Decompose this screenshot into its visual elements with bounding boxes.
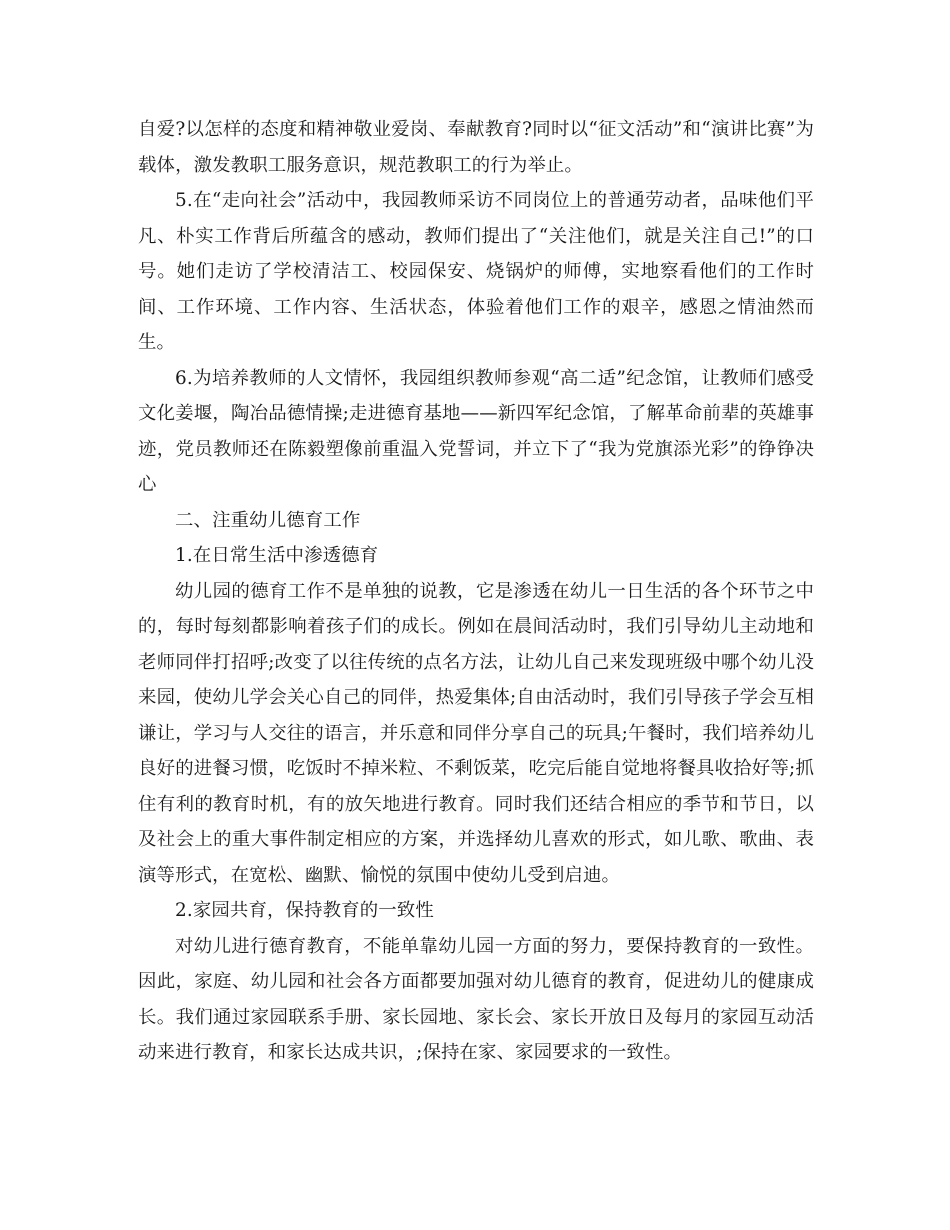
section-heading-2: 二、注重幼儿德育工作 bbox=[175, 509, 361, 531]
paragraph-item-5: 5.在“走向社会”活动中，我园教师采访不同岗位上的普通劳动者，品味他们平凡、朴实工作背后所蕴含的感动，教师们提出了“关注他们，就是关注自己!”的口号。她们走访了学校清洁工、校园保安、烧锅炉的师傅，实地察看他们的工作时间、工作环境、工作内容、生活状态，体验着他们工作的艰辛，感恩之情油然而生。 bbox=[138, 190, 814, 353]
paragraph-home-school: 对幼儿进行德育教育，不能单靠幼儿园一方面的努力，要保持教育的一致性。因此，家庭、幼儿园和社会各方面都要加强对幼儿德育的教育，促进幼儿的健康成长。我们通过家园联系手册、家长园地、家长会、家长开放日及每月的家园互动活动来进行教育，和家长达成共识，;保持在家、家园要求的一致性。 bbox=[138, 935, 814, 1063]
paragraph-daily-life: 幼儿园的德育工作不是单独的说教，它是渗透在幼儿一日生活的各个环节之中的，每时每刻都影响着孩子们的成长。例如在晨间活动时，我们引导幼儿主动地和老师同伴打招呼;改变了以往传统的点名方法，让幼儿自己来发现班级中哪个幼儿没来园，使幼儿学会关心自己的同伴，热爱集体;自由活动时，我们引导孩子学会互相谦让，学习与人交往的语言，并乐意和同伴分享自己的玩具;午餐时，我们培养幼儿良好的进餐习惯，吃饭时不掉米粒、不剩饭菜，吃完后能自觉地将餐具收拾好等;抓住有利的教育时机，有的放矢地进行教育。同时我们还结合相应的季节和节日，以及社会上的重大事件制定相应的方案，并选择幼儿喜欢的形式，如儿歌、歌曲、表演等形式，在宽松、幽默、愉悦的氛围中使幼儿受到启迪。 bbox=[138, 580, 814, 886]
subheading-daily-life: 1.在日常生活中渗透德育 bbox=[175, 545, 379, 566]
document-body bbox=[138, 112, 814, 1071]
paragraph-item-6: 6.为培养教师的人文情怀，我园组织教师参观“高二适”纪念馆，让教师们感受文化姜堰，陶冶品德情操;走进德育基地——新四军纪念馆，了解革命前辈的英雄事迹，党员教师还在陈毅塑像前重温入党誓词，并立下了“我为党旗添光彩”的铮铮决心 bbox=[138, 367, 814, 495]
subheading-home-school: 2.家园共育，保持教育的一致性 bbox=[175, 900, 434, 921]
paragraph-continued: 自爱?以怎样的态度和精神敬业爱岗、奉献教育?同时以“征文活动”和“演讲比赛”为载体，激发教职工服务意识，规范教职工的行为举止。 bbox=[138, 119, 814, 176]
